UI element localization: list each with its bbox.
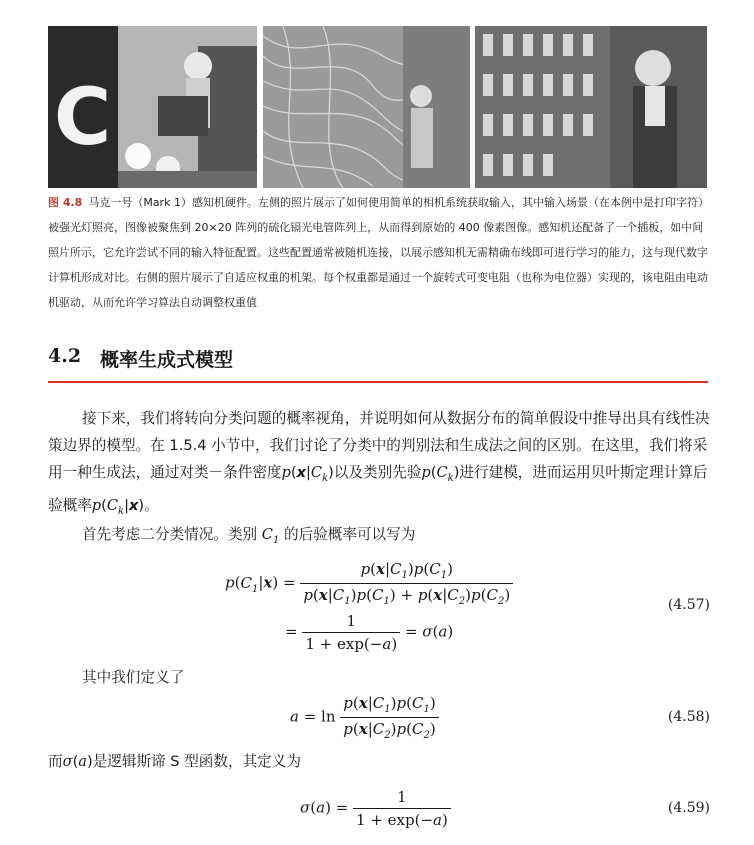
photo-weights-rack bbox=[475, 26, 707, 188]
photo-camera-system bbox=[48, 26, 257, 188]
equation-4-57-line1: $p(C_1|x)$ = $\frac{p(x|C_1)p(C_1)}{p(x|C_1)p(C_1) + p(x|C_2)p(C_2)}$ bbox=[225, 560, 513, 607]
equation-number-4-57: (4.57) bbox=[667, 597, 710, 613]
equation-4-58: a = ln $\frac{p(x|C_1)p(C_1)}{p(x|C_2)p(C_2)}$ bbox=[290, 694, 439, 741]
equation-number-4-58: (4.58) bbox=[667, 709, 710, 725]
paragraph-binary-case: 首先考虑二分类情况。类别 $C_1$ 的后验概率可以写为 bbox=[82, 526, 416, 546]
paragraph-sigmoid: 而σ(a)是逻辑斯谛 S 型函数，其定义为 bbox=[48, 753, 301, 770]
figure-photos bbox=[48, 26, 707, 188]
equation-4-57-line2: = $\frac{1}{1 + \exp(-a)}$ = σ(a) bbox=[285, 612, 454, 653]
caption-text: 马克一号（Mark 1）感知机硬件。左侧的照片展示了如何使用简单的相机系统获取输入，其中输入场景（在本例中是打印字符）被强光灯照亮，图像被聚焦到 20×20 阵列的硫化镉光电管阵列上，从而得到原始的 400 像素图像。感知机还配备了一个插板，如中间照片所示，它允许尝试不同的输入特征配置。这些配置通常被随机连接，以展示感知机无需精确布线即可进行学习的能力，这与现代数字计算机形成对比。右侧的照片展示了自适应权重的机架。每个权重都是通过一个旋转式可变电阻（也称为电位器）实现的，该电阻由电动机驱动，从而允许学习算法自动调整权重值 bbox=[48, 196, 708, 309]
section-number: 4.2 bbox=[48, 345, 82, 367]
equation-number-4-59: (4.59) bbox=[667, 800, 710, 816]
photo-patch-board bbox=[263, 26, 470, 188]
figure-label: 图 4.8 bbox=[48, 196, 83, 209]
paragraph-define: 其中我们定义了 bbox=[82, 669, 185, 686]
paragraph-intro: 接下来，我们将转向分类问题的概率视角，并说明如何从数据分布的简单假设中推导出具有线性决策边界的模型。在 1.5.4 小节中，我们讨论了分类中的判别法和生成法之间的区别。在这里，我们将采用一种生成法，通过对类－条件密度$p(x|C_k)$以及类别先验$p(C_k)$进行建模，进而运用贝叶斯定理计算后验概率$p(C_k|x)$。 bbox=[48, 410, 710, 517]
equation-4-59: σ(a) = $\frac{1}{1 + \exp(-a)}$ bbox=[300, 788, 451, 829]
figure-caption bbox=[48, 190, 708, 315]
photo-letter: C bbox=[54, 73, 112, 163]
section-heading bbox=[48, 343, 708, 383]
section-title: 概率生成式模型 bbox=[100, 349, 234, 371]
